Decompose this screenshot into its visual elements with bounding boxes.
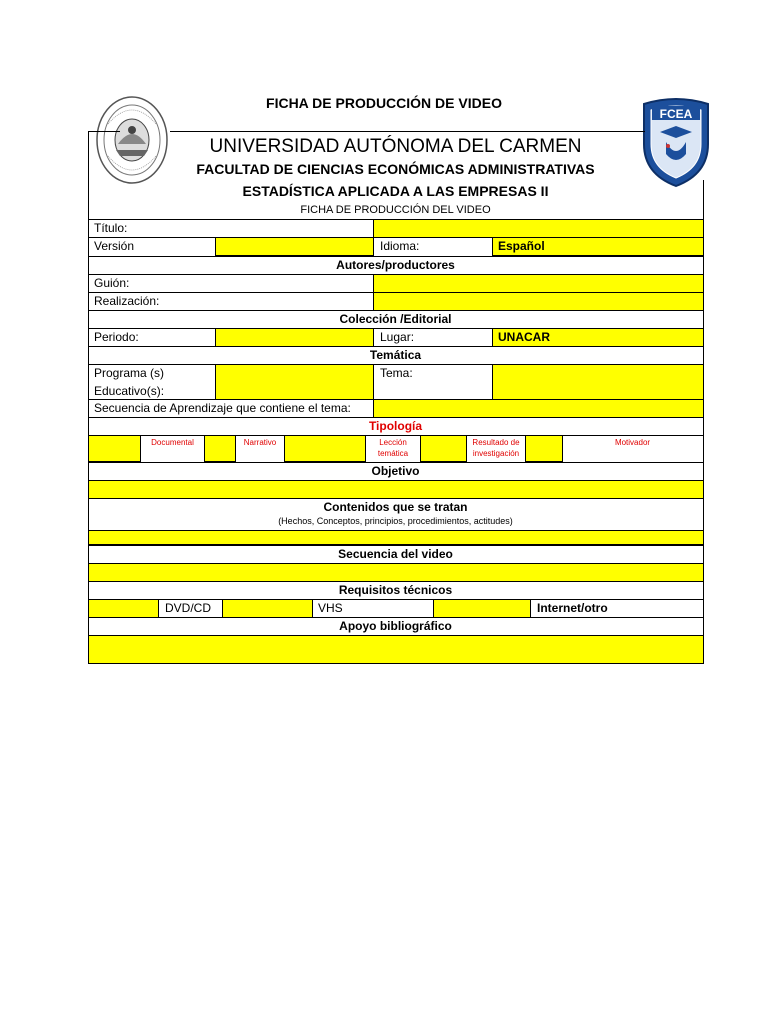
requisitos-header: Requisitos técnicos xyxy=(338,583,453,597)
leccion-option-line1: Lección xyxy=(379,438,407,447)
guion-label: Guión: xyxy=(94,276,130,290)
tema-field[interactable] xyxy=(492,364,704,400)
documental-checkbox[interactable] xyxy=(88,435,141,462)
idioma-value: Español xyxy=(498,239,545,253)
resultado-checkbox[interactable] xyxy=(420,435,467,462)
secuencia-aprendizaje-label: Secuencia de Aprendizaje que contiene el tema: xyxy=(94,401,351,415)
titulo-field[interactable] xyxy=(373,219,704,238)
tematica-header: Temática xyxy=(369,348,422,362)
realizacion-label: Realización: xyxy=(94,294,160,308)
resultado-option-line1: Resultado de xyxy=(472,438,520,447)
contenidos-subtitle: (Hechos, Conceptos, principios, procedimientos, actitudes) xyxy=(278,516,513,526)
idioma-label: Idioma: xyxy=(380,239,420,253)
resultado-option-line2: investigación xyxy=(472,449,520,458)
faculty-name: FACULTAD DE CIENCIAS ECONÓMICAS ADMINISTRATIVAS xyxy=(196,161,595,177)
sheet-title: FICHA DE PRODUCCIÓN DEL VIDEO xyxy=(300,204,491,216)
apoyo-field[interactable] xyxy=(88,635,704,664)
narrativo-option: Narrativo xyxy=(243,438,277,447)
version-label: Versión xyxy=(94,239,135,253)
vhs-checkbox[interactable] xyxy=(222,599,313,618)
secuencia-video-header: Secuencia del video xyxy=(338,547,453,561)
realizacion-field[interactable] xyxy=(373,292,704,311)
objetivo-header: Objetivo xyxy=(371,464,420,478)
programa-field[interactable] xyxy=(215,364,374,400)
documental-option: Documental xyxy=(151,438,194,447)
coleccion-header: Colección /Editorial xyxy=(339,312,452,326)
internet-checkbox[interactable] xyxy=(433,599,531,618)
motivador-checkbox[interactable] xyxy=(525,435,563,462)
programa-label-line2: Educativo(s): xyxy=(94,384,165,398)
lugar-value: UNACAR xyxy=(498,330,550,344)
document-title: FICHA DE PRODUCCIÓN DE VIDEO xyxy=(266,95,502,111)
leccion-checkbox[interactable] xyxy=(284,435,366,462)
autores-header: Autores/productores xyxy=(336,258,455,272)
motivador-option: Motivador xyxy=(614,438,651,447)
internet-label: Internet/otro xyxy=(537,601,608,615)
apoyo-header: Apoyo bibliográfico xyxy=(339,619,452,633)
contenidos-header: Contenidos que se tratan xyxy=(323,500,468,514)
contenidos-field[interactable] xyxy=(88,530,704,545)
lugar-label: Lugar: xyxy=(380,330,415,344)
narrativo-checkbox[interactable] xyxy=(204,435,236,462)
titulo-label: Título: xyxy=(94,221,128,235)
secuencia-video-field[interactable] xyxy=(88,563,704,582)
objetivo-field[interactable] xyxy=(88,480,704,499)
fcea-logo-text: FCEA xyxy=(659,107,693,121)
tema-label: Tema: xyxy=(380,366,413,380)
programa-label-line1: Programa (s) xyxy=(94,366,165,380)
secuencia-aprendizaje-field[interactable] xyxy=(373,399,704,418)
version-field[interactable] xyxy=(215,237,374,256)
periodo-label: Periodo: xyxy=(94,330,139,344)
vhs-label: VHS xyxy=(318,601,343,615)
tipologia-header: Tipología xyxy=(368,419,423,433)
periodo-field[interactable] xyxy=(215,328,374,347)
leccion-option-line2: temática xyxy=(377,449,409,458)
dvd-label: DVD/CD xyxy=(165,601,212,615)
course-name: ESTADÍSTICA APLICADA A LAS EMPRESAS II xyxy=(242,183,549,199)
dvd-checkbox[interactable] xyxy=(88,599,159,618)
guion-field[interactable] xyxy=(373,274,704,293)
university-name: UNIVERSIDAD AUTÓNOMA DEL CARMEN xyxy=(209,136,582,157)
